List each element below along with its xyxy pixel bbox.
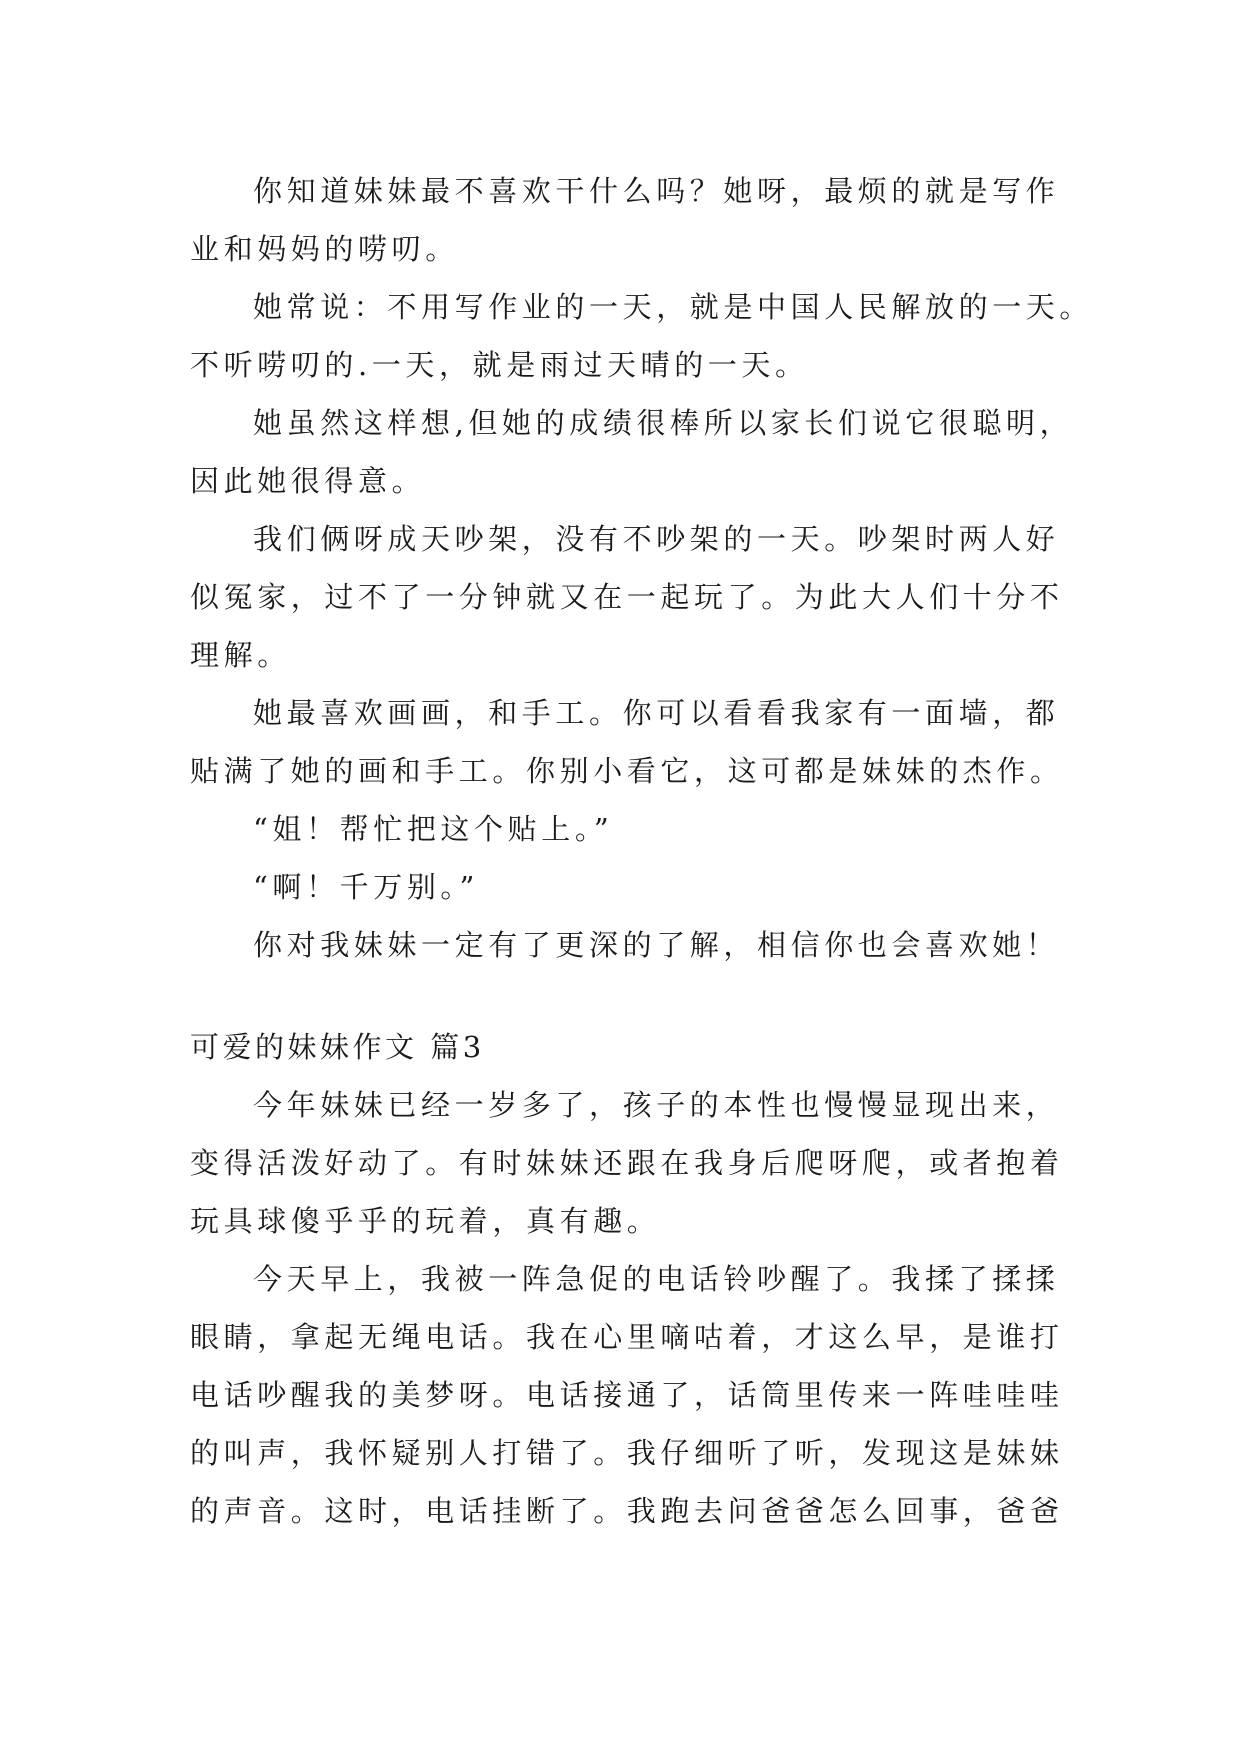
dialogue-line <box>190 858 1052 916</box>
text-line: 你对我妹妹一定有了更深的了解，相信你也会喜欢她！ <box>253 928 1060 962</box>
paragraph <box>190 916 1060 974</box>
paragraph <box>190 1076 1064 1250</box>
text-line: 她虽然这样想,但她的成绩很棒所以家长们说它很聪明， <box>253 406 1074 440</box>
text-line: 电话吵醒我的美梦呀。电话接通了，话筒里传来一阵哇哇哇 <box>190 1378 1064 1412</box>
text-line: 似冤家，过不了一分钟就又在一起玩了。为此大人们十分不 <box>190 580 1064 614</box>
text-line: 的叫声，我怀疑别人打错了。我仔细听了听，发现这是妹妹 <box>190 1436 1064 1470</box>
text-line: 今年妹妹已经一岁多了，孩子的本性也慢慢显现出来， <box>253 1088 1060 1122</box>
text-line: 我们俩呀成天吵架，没有不吵架的一天。吵架时两人好 <box>253 522 1060 556</box>
text-line: 不听唠叨的.一天，就是雨过天晴的一天。 <box>190 348 809 382</box>
paragraph <box>190 684 1064 800</box>
section-heading: 可爱的妹妹作文 篇3 <box>190 1030 485 1064</box>
paragraph <box>190 162 1060 278</box>
text-line: 眼睛，拿起无绳电话。我在心里嘀咕着，才这么早，是谁打 <box>190 1320 1064 1354</box>
paragraph <box>190 394 1074 510</box>
text-line: 你知道妹妹最不喜欢干什么吗？她呀，最烦的就是写作 <box>253 174 1060 208</box>
text-line: 她常说：不用写作业的一天，就是中国人民解放的一天。 <box>253 290 1094 324</box>
paragraph <box>190 278 1094 394</box>
dialogue-line <box>190 800 1052 858</box>
text-line: 因此她很得意。 <box>190 464 426 498</box>
paragraph <box>190 510 1064 684</box>
text-line: 变得活泼好动了。有时妹妹还跟在我身后爬呀爬，或者抱着 <box>190 1146 1064 1180</box>
text-line: 今天早上，我被一阵急促的电话铃吵醒了。我揉了揉揉 <box>253 1262 1060 1296</box>
text-line: 业和妈妈的唠叨。 <box>190 232 459 266</box>
document-body <box>190 162 1094 1540</box>
text-line: 的声音。这时，电话挂断了。我跑去问爸爸怎么回事，爸爸 <box>190 1494 1064 1528</box>
text-line: 理解。 <box>190 638 291 672</box>
text-line: “姐！帮忙把这个贴上。” <box>253 812 614 846</box>
text-line: 贴满了她的画和手工。你别小看它，这可都是妹妹的杰作。 <box>190 754 1064 788</box>
text-line: 玩具球傻乎乎的玩着，真有趣。 <box>190 1204 661 1238</box>
text-line: “啊！千万别。” <box>253 870 479 904</box>
text-line: 她最喜欢画画，和手工。你可以看看我家有一面墙，都 <box>253 696 1060 730</box>
section-gap <box>190 974 1052 1018</box>
paragraph <box>190 1250 1064 1540</box>
